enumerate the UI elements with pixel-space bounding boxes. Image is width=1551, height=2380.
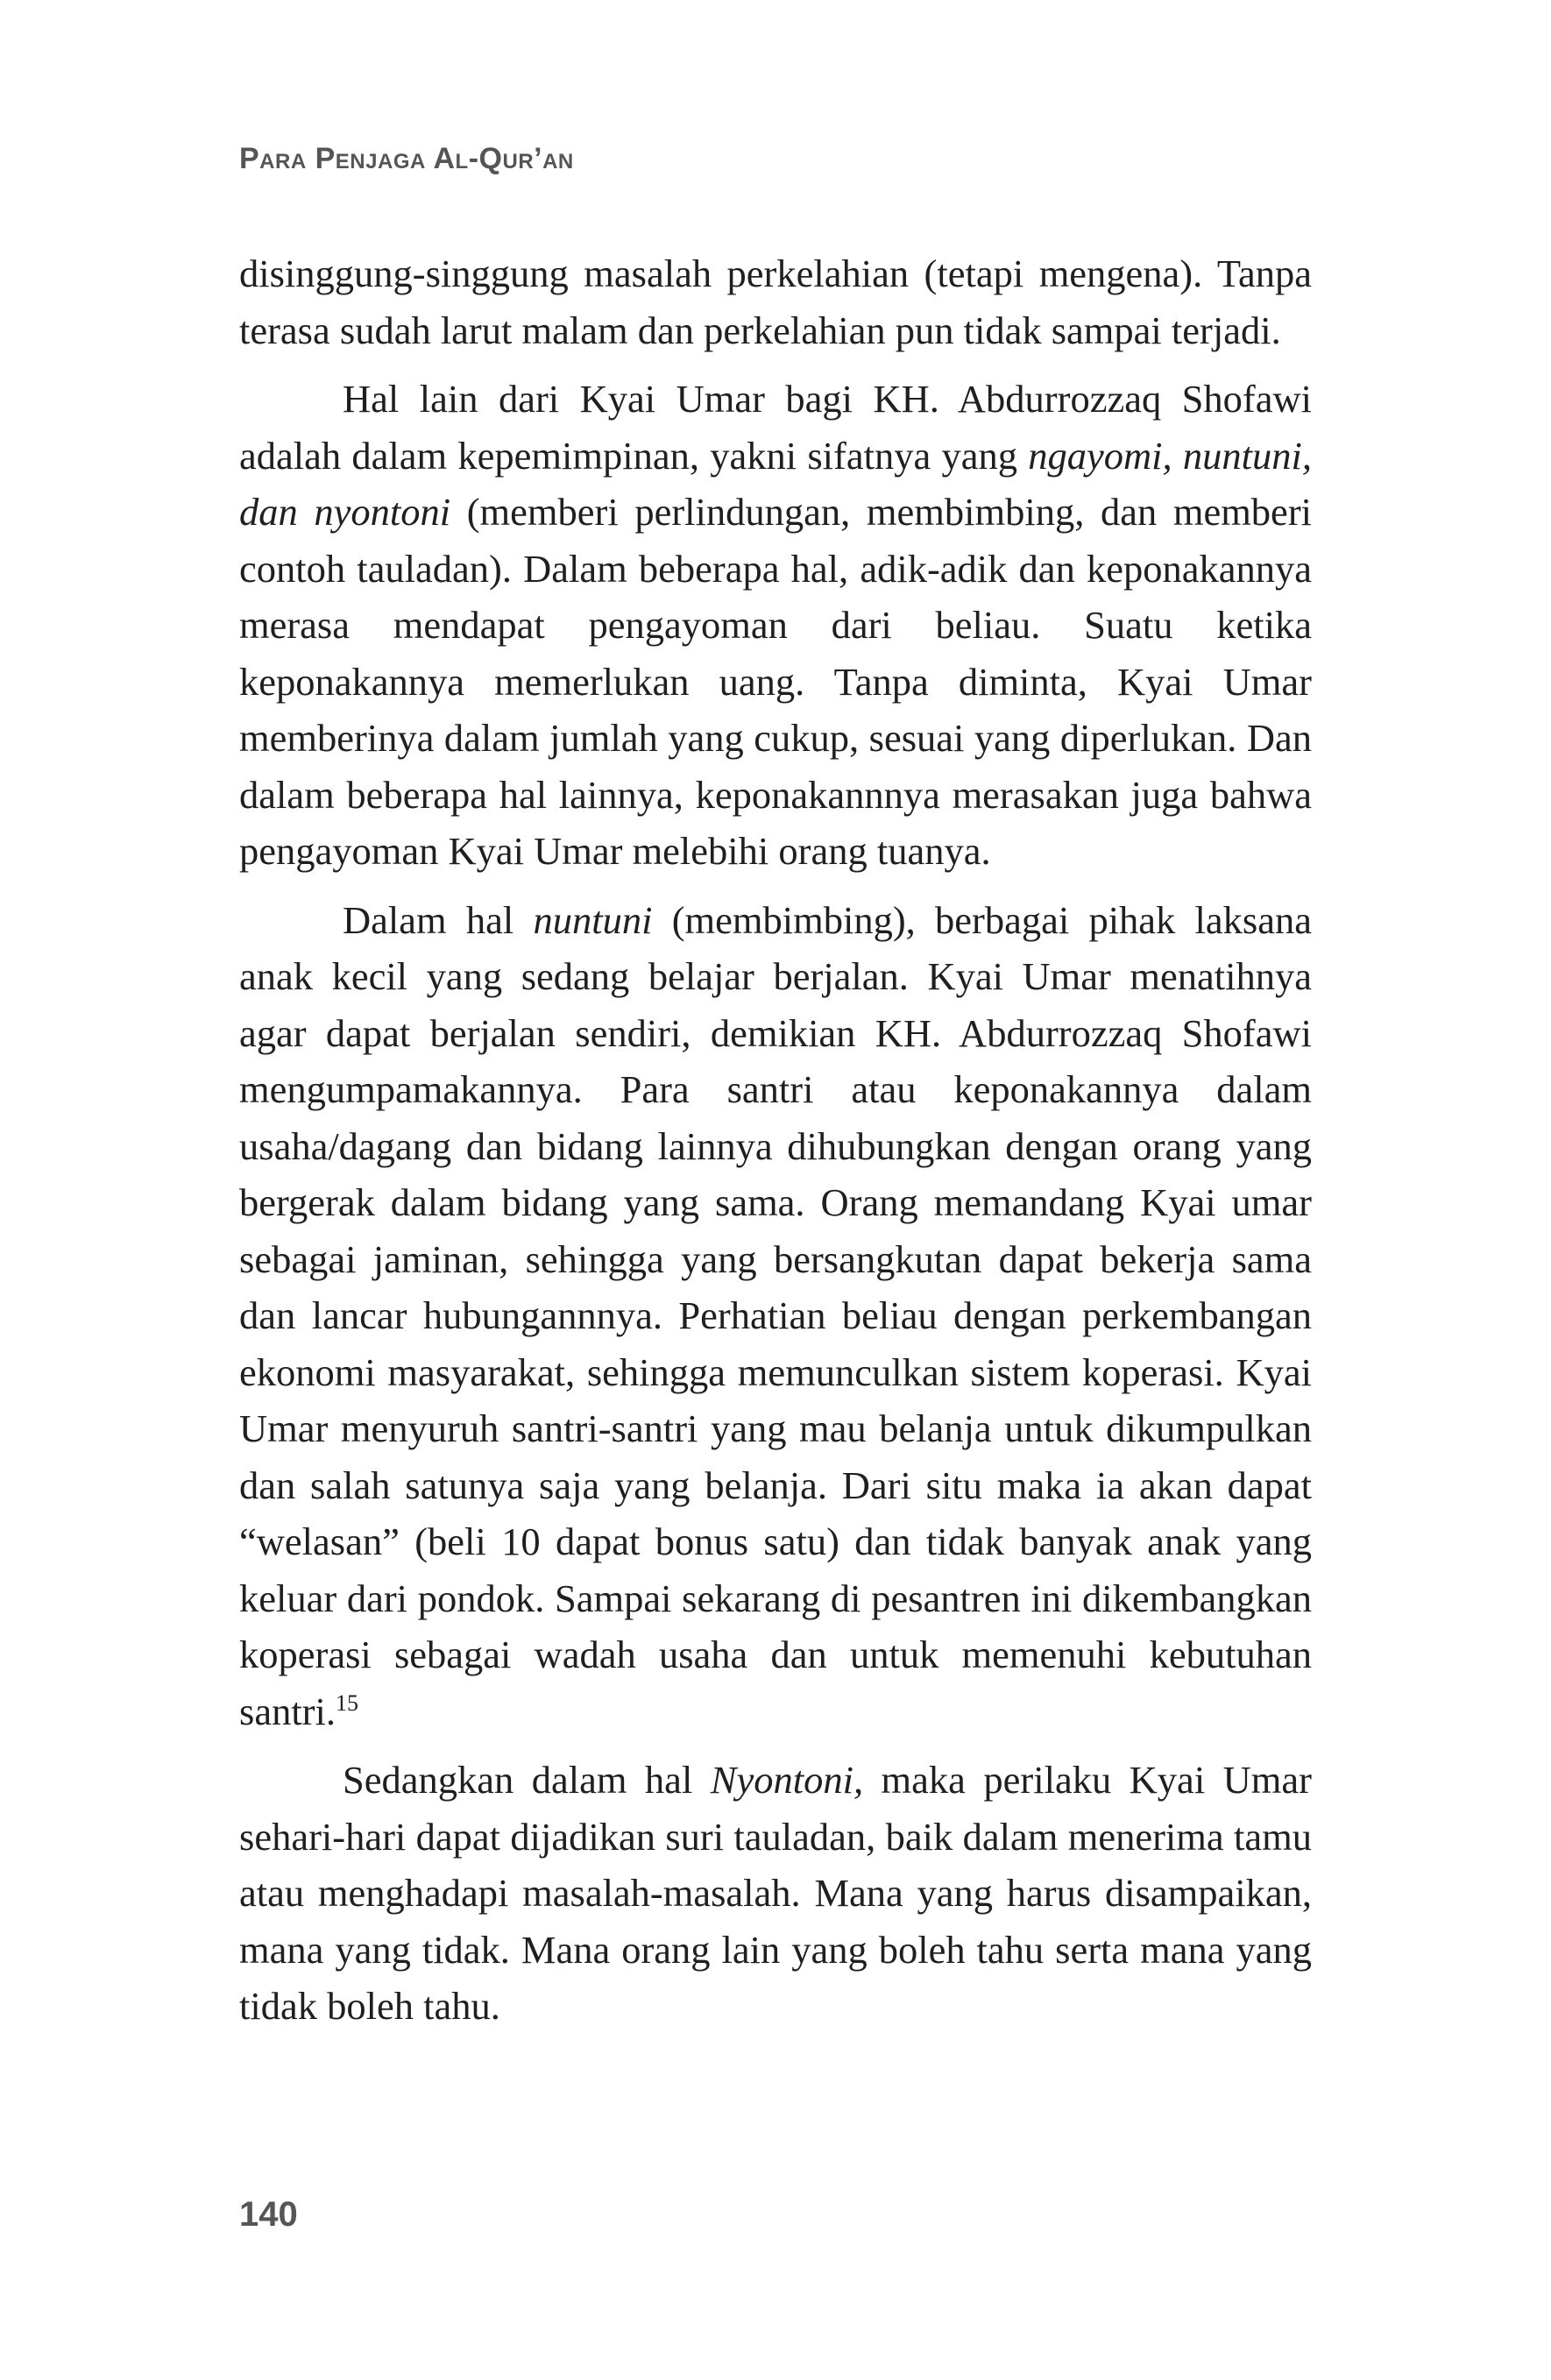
- page-number: 140: [239, 2195, 298, 2234]
- text-span: Hal lain dari Kyai Umar bagi KH. Abdurrozzaq Shofawi adalah dalam kepemimpinan, yakni sifatnya yang: [239, 377, 1312, 478]
- italic-term: ngayomi, nuntuni, dan nyontoni: [239, 433, 1312, 534]
- paragraph-continuation: [239, 245, 1312, 358]
- footnote-reference[interactable]: 15: [336, 1689, 358, 1716]
- text-span: disinggung-singgung masalah perkelahian (tetapi mengena). Tanpa terasa sudah larut malam dan perkelahian pun tidak sampai terjadi.: [239, 251, 1312, 352]
- text-span: Sedangkan dalam hal: [343, 1758, 711, 1802]
- text-span: (memberi perlindungan, membimbing, dan memberi contoh tauladan). Dalam beberapa hal, adik-adik dan keponakannya merasa mendapat pengayoman dari beliau. Suatu ketika keponakannya memerlukan uang. Tanpa diminta, Kyai Umar memberinya dalam jumlah yang cukup, sesuai yang diperlukan. Dan dalam beberapa hal lainnya, keponakannnya merasakan juga bahwa pengayoman Kyai Umar melebihi orang tuanya.: [239, 490, 1312, 873]
- text-span: (membimbing), berbagai pihak laksana anak kecil yang sedang belajar berjalan. Kyai Umar menatihnya agar dapat berjalan sendiri, demikian KH. Abdurrozzaq Shofawi mengumpamakannya. Para santri atau keponakannya dalam usaha/dagang dan bidang lainnya dihubungkan dengan orang yang bergerak dalam bidang yang sama. Orang memandang Kyai umar sebagai jaminan, sehingga yang bersangkutan dapat bekerja sama dan lancar hubungannnya. Perhatian beliau dengan perkembangan ekonomi masyarakat, sehingga memunculkan sistem koperasi. Kyai Umar menyuruh santri-santri yang mau belanja untuk dikumpulkan dan salah satunya saja yang belanja. Dari situ maka ia akan dapat “welasan” (beli 10 dapat bonus satu) dan tidak banyak anak yang keluar dari pondok. Sampai sekarang di pesantren ini dikembangkan koperasi sebagai wadah usaha dan untuk memenuhi kebutuhan santri.: [239, 897, 1312, 1733]
- italic-term: nuntuni: [533, 897, 653, 942]
- text-span: maka perilaku Kyai Umar sehari-hari dapat dijadikan suri tauladan, baik dalam menerima tamu atau menghadapi masalah-masalah. Mana yang harus disampaikan, mana yang tidak. Mana orang lain yang boleh tahu serta mana yang tidak boleh tahu.: [239, 1758, 1312, 2028]
- running-head: Para Penjaga Al-Qur’an: [239, 142, 574, 175]
- paragraph-nuntuni: [239, 892, 1312, 1740]
- paragraph-leadership: [239, 371, 1312, 880]
- text-span: Dalam hal: [343, 897, 534, 942]
- paragraph-nyontoni: [239, 1752, 1312, 2035]
- italic-term: Nyontoni,: [710, 1758, 864, 1802]
- body-text: [239, 245, 1312, 2047]
